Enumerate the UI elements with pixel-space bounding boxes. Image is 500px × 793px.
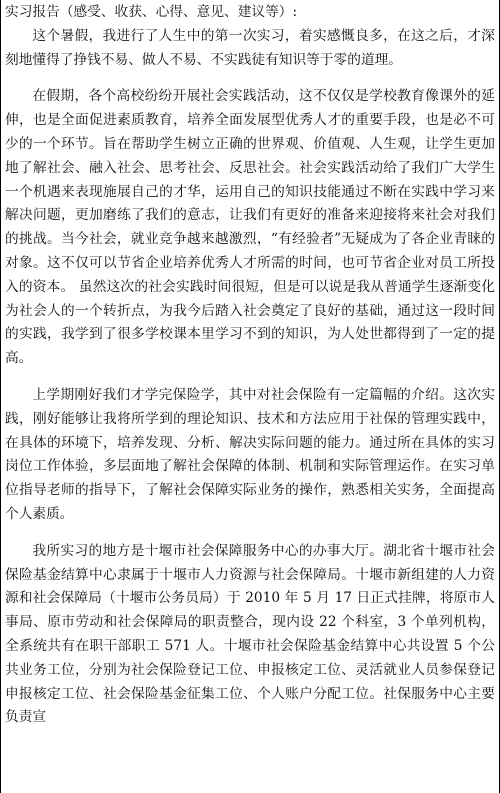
paragraph-social-practice: 在假期，各个高校纷纷开展社会实践活动，这不仅仅是学校教育像课外的延伸，也是全面促进素质教育，培养全面发展型优秀人才的重要手段，也是必不可少的一个环节。旨在帮助学生树立正确的世界观、价值观、人生观，让学生更加地了解社会、融入社会、思考社会、反思社会。社会实践活动给了我们广大学生一个机遇来表现施展自己的才华，运用自己的知识技能通过不断在实践中学习来解决问题，更加磨练了我们的意志，让我们有更好的准备来迎接将来社会对我们的挑战。当今社会，就业竞争越来越激烈，“有经验者”无疑成为了各企业青睐的对象。这不仅可以节省企业培养优秀人才所需的时间，也可节省企业对员工所投入的资本。 虽然这次的社会实践时间很短，但是可以说是我从普通学生逐渐变化为社会人的一个转折点，为我今后踏入社会奠定了良好的基础，通过这一段时间的实践，我学到了很多学校课本里学习不到的知识，为人处世都得到了一定的提高。 (5, 88, 495, 367)
paragraph-insurance-study: 上学期刚好我们才学完保险学，其中对社会保险有一定篇幅的介绍。这次实践，刚好能够让我将所学到的理论知识、技术和方法应用于社保的管理实践中，在具体的环境下，培养发现、分析、解决实际问题的能力。通过所在具体的实习岗位工作体验，多层面地了解社会保障的体制、机制和实际管理运作。在实习单位指导老师的指导下，了解社会保障实际业务的操作，熟悉相关实务，全面提高个人素质。 (5, 386, 495, 522)
report-header: 实习报告（感受、收获、心得、意见、建议等）: (5, 4, 298, 20)
paragraph-intro: 这个暑假，我进行了人生中的第一次实习，着实感慨良多，在这之后，才深刻地懂得了挣钱不易、做人不易、不实践徒有知识等于零的道理。 (5, 27, 495, 68)
paragraph-internship-place: 我所实习的地方是十堰市社会保障服务中心的办事大厅。湖北省十堰市社会保险基金结算中心隶属于十堰市人力资源与社会保障局。十堰市新组建的人力资源和社会保障局（十堰市公务员局）于 2010 年 5 月 17 日正式挂牌，将原市人事局、原市劳动和社会保障局的职责整合，现内设 22 个科室，3 个单列机构，全系统共有在职干部职工 571 人。十堰市社会保险基金结算中心共设置 5 个公共业务工位，分别为社会保险登记工位、申报核定工位、灵活就业人员参保登记申报核定工位、社会保险基金征集工位、个人账户分配工位。社保服务中心主要负责宣 (5, 542, 495, 726)
